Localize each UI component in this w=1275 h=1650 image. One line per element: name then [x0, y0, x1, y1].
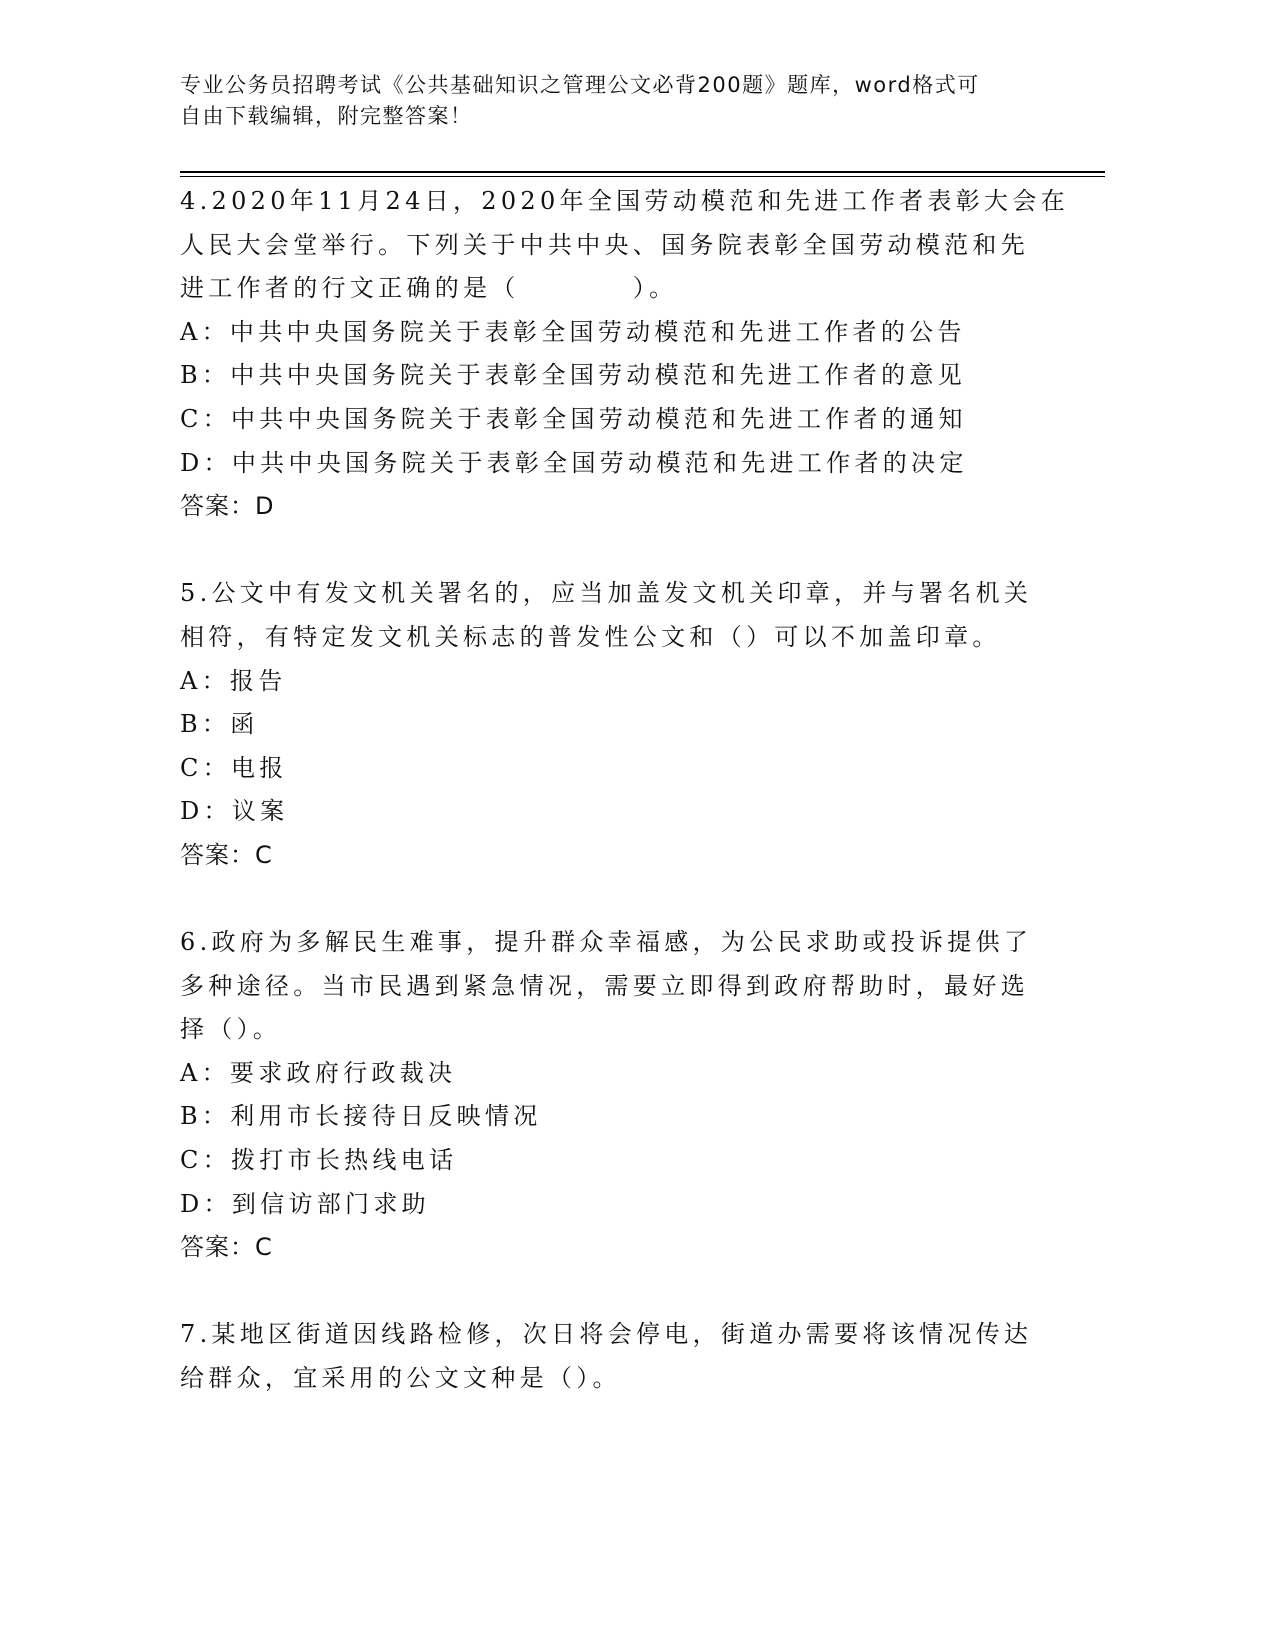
header-line: 自由下载编辑，附完整答案！ [180, 104, 473, 128]
question-6 [180, 921, 1080, 1270]
option-d: D：到信访部门求助 [180, 1189, 430, 1218]
option-c: C：中共中央国务院关于表彰全国劳动模范和先进工作者的通知 [180, 404, 967, 433]
option-d: D：议案 [180, 797, 289, 826]
option-a: A：报告 [180, 666, 287, 695]
question-text: 5.公文中有发文机关署名的，应当加盖发文机关印章，并与署名机关 [180, 579, 1033, 608]
question-7 [180, 1313, 1080, 1400]
answer: 答案：D [180, 492, 275, 521]
question-5 [180, 572, 1080, 877]
header-divider-thick [180, 171, 1105, 173]
option-b: B：中共中央国务院关于表彰全国劳动模范和先进工作者的意见 [180, 361, 967, 390]
header-divider-thin [180, 176, 1105, 177]
question-text: 择（）。 [180, 1015, 282, 1044]
option-a: A：中共中央国务院关于表彰全国劳动模范和先进工作者的公告 [180, 317, 966, 346]
question-text: 进工作者的行文正确的是（ ）。 [180, 274, 678, 303]
question-4 [180, 180, 1080, 529]
option-d: D：中共中央国务院关于表彰全国劳动模范和先进工作者的决定 [180, 448, 968, 477]
question-text: 6.政府为多解民生难事，提升群众幸福感，为公民求助或投诉提供了 [180, 928, 1033, 957]
option-a: A：要求政府行政裁决 [180, 1058, 457, 1087]
question-text: 相符，有特定发文机关标志的普发性公文和（）可以不加盖印章。 [180, 622, 1001, 651]
question-text: 多种途径。当市民遇到紧急情况，需要立即得到政府帮助时，最好选 [180, 971, 1029, 1000]
answer: 答案：C [180, 1233, 273, 1262]
answer: 答案：C [180, 840, 273, 869]
option-b: B：函 [180, 710, 259, 739]
question-text: 4.2020年11月24日，2020年全国劳动模范和先进工作者表彰大会在 [180, 187, 1069, 215]
header-line: 专业公务员招聘考试《公共基础知识之管理公文必背200题》题库，word格式可 [180, 73, 980, 97]
option-b: B：利用市长接待日反映情况 [180, 1102, 542, 1131]
question-text: 人民大会堂举行。下列关于中共中央、国务院表彰全国劳动模范和先 [180, 230, 1029, 259]
question-list [180, 180, 1080, 1401]
question-text: 给群众，宜采用的公文文种是（）。 [180, 1364, 621, 1393]
option-c: C：电报 [180, 753, 288, 782]
document-header [180, 70, 1040, 132]
option-c: C：拨打市长热线电话 [180, 1146, 458, 1175]
question-text: 7.某地区街道因线路检修，次日将会停电，街道办需要将该情况传达 [180, 1320, 1033, 1349]
